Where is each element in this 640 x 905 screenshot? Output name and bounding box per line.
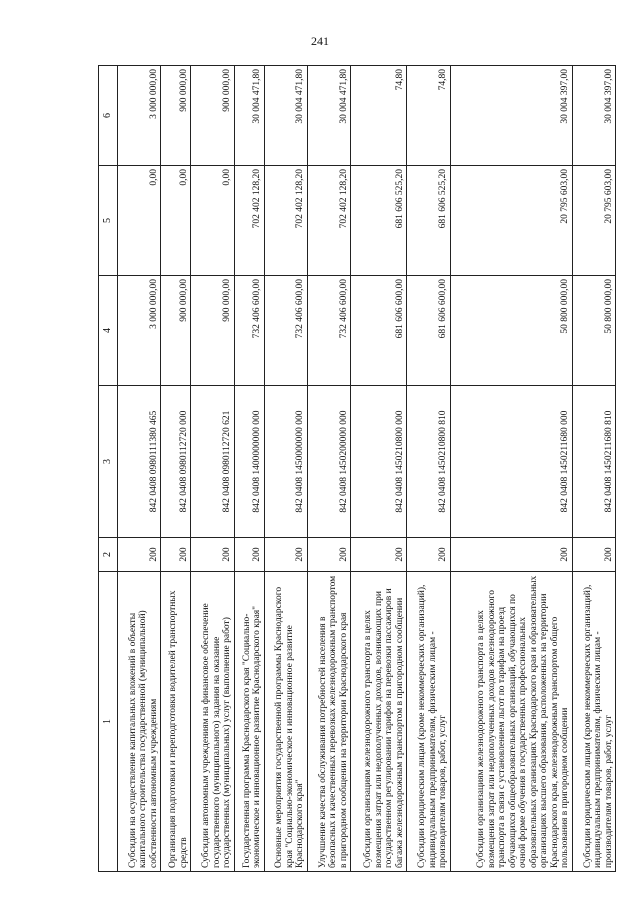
row-name-cell: Субсидии организациям железнодорожного транспорта в целях возмещения затрат или недополученных доходов железнодорожного транспорта в связи с установлением льгот по тарифам на проезд обучающихся общеобразовательных организаций, обучающихся по очной форме обучения в государственных профессиональных образовательных организациях Краснодарского края и образовательных организациях высшего образования, расположенных на территории Краснодарского края, железнодорожным транспортом общего пользования в пригородном сообщении [450, 572, 572, 872]
row-name-cell: Субсидии юридическим лицам (кроме некоммерческих организаций), индивидуальным предпринимателям, физическим лицам - производителям товаров, работ, услуг [407, 572, 450, 872]
row-name-cell: Основные мероприятия государственной программы Краснодарского края "Социально-экономическое и инновационное развитие Краснодарского края" [264, 572, 307, 872]
column-header: 5 [99, 166, 118, 276]
column-header: 2 [99, 538, 118, 572]
row-executed-cell: 681 606 525,20 [351, 166, 407, 276]
row-code-cell: 200 [450, 538, 572, 572]
column-header: 3 [99, 386, 118, 538]
row-executed-cell: 0,00 [161, 166, 191, 276]
row-remaining-cell: 30 004 397,00 [572, 66, 615, 166]
row-remaining-cell: 30 004 471,80 [307, 66, 350, 166]
table-row [118, 66, 161, 872]
table-row [307, 66, 350, 872]
row-remaining-cell: 3 000 000,00 [118, 66, 161, 166]
row-planned-cell: 732 406 600,00 [307, 276, 350, 386]
row-code-cell: 200 [307, 538, 350, 572]
row-code-cell: 200 [351, 538, 407, 572]
row-planned-cell: 681 606 600,00 [351, 276, 407, 386]
row-name-cell: Организация подготовки и переподготовки водителей транспортных средств [161, 572, 191, 872]
row-name-cell: Субсидии на осуществление капитальных вложений в объекты капитального строительства государственной (муниципальной) собственности автономным учреждениям [118, 572, 161, 872]
row-executed-cell: 20 795 603,00 [450, 166, 572, 276]
row-classification-cell: 842 0408 1450211680 000 [450, 386, 572, 538]
row-classification-cell: 842 0408 0980112720 000 [161, 386, 191, 538]
row-remaining-cell: 74,80 [407, 66, 450, 166]
row-planned-cell: 732 406 600,00 [264, 276, 307, 386]
row-code-cell: 200 [407, 538, 450, 572]
row-classification-cell: 842 0408 1450200000 000 [307, 386, 350, 538]
row-name-cell: Субсидии организациям железнодорожного транспорта в целях возмещения затрат или недополученных доходов, возникающих при государственном регулировании тарифов на перевозки пассажиров и багажа железнодорожным транспортом в пригородном сообщении [351, 572, 407, 872]
column-header: 6 [99, 66, 118, 166]
row-remaining-cell: 30 004 471,80 [234, 66, 264, 166]
table-wrapper [98, 66, 616, 872]
row-code-cell: 200 [118, 538, 161, 572]
row-remaining-cell: 900 000,00 [161, 66, 191, 166]
column-header: 1 [99, 572, 118, 872]
row-executed-cell: 702 402 128,20 [234, 166, 264, 276]
table-row [450, 66, 572, 872]
row-classification-cell: 842 0408 1450210800 810 [407, 386, 450, 538]
row-executed-cell: 0,00 [191, 166, 234, 276]
row-code-cell: 200 [264, 538, 307, 572]
row-planned-cell: 3 000 000,00 [118, 276, 161, 386]
row-remaining-cell: 900 000,00 [191, 66, 234, 166]
row-executed-cell: 681 606 525,20 [407, 166, 450, 276]
table-row [407, 66, 450, 872]
row-classification-cell: 842 0408 1400000000 000 [234, 386, 264, 538]
page-number: 241 [311, 34, 329, 48]
row-name-cell: Субсидии автономным учреждениям на финансовое обеспечение государственного (муниципального) задания на оказание государственных (муниципальных) услуг (выполнение работ) [191, 572, 234, 872]
row-remaining-cell: 30 004 471,80 [264, 66, 307, 166]
row-planned-cell: 900 000,00 [161, 276, 191, 386]
row-planned-cell: 732 406 600,00 [234, 276, 264, 386]
row-planned-cell: 50 800 000,00 [572, 276, 615, 386]
row-classification-cell: 842 0408 1450210800 000 [351, 386, 407, 538]
rotated-table-container [98, 66, 616, 872]
table-row [264, 66, 307, 872]
row-remaining-cell: 74,80 [351, 66, 407, 166]
table-row [234, 66, 264, 872]
row-planned-cell: 900 000,00 [191, 276, 234, 386]
row-executed-cell: 702 402 128,20 [307, 166, 350, 276]
row-remaining-cell: 30 004 397,00 [450, 66, 572, 166]
row-executed-cell: 20 795 603,00 [572, 166, 615, 276]
row-name-cell: Субсидии юридическим лицам (кроме некоммерческих организаций), индивидуальным предпринимателям, физическим лицам - производителям товаров, работ, услуг [572, 572, 615, 872]
table-row [572, 66, 615, 872]
row-executed-cell: 0,00 [118, 166, 161, 276]
row-planned-cell: 50 800 000,00 [450, 276, 572, 386]
row-code-cell: 200 [161, 538, 191, 572]
row-classification-cell: 842 0408 0980112720 621 [191, 386, 234, 538]
row-code-cell: 200 [572, 538, 615, 572]
row-classification-cell: 842 0408 0980111380 465 [118, 386, 161, 538]
row-classification-cell: 842 0408 1450211680 810 [572, 386, 615, 538]
table-row [191, 66, 234, 872]
budget-table [98, 65, 616, 872]
row-executed-cell: 702 402 128,20 [264, 166, 307, 276]
row-name-cell: Государственная программа Краснодарского края "Социально-экономическое и инновационное развитие Краснодарского края" [234, 572, 264, 872]
column-header: 4 [99, 276, 118, 386]
row-planned-cell: 681 606 600,00 [407, 276, 450, 386]
row-code-cell: 200 [191, 538, 234, 572]
row-name-cell: Улучшение качества обслуживания потребностей населения в безопасных и качественных перевозках железнодорожным транспортом в пригородном сообщении на территории Краснодарского края [307, 572, 350, 872]
table-row [161, 66, 191, 872]
table-row [351, 66, 407, 872]
row-classification-cell: 842 0408 1450000000 000 [264, 386, 307, 538]
row-code-cell: 200 [234, 538, 264, 572]
header-row [99, 66, 118, 872]
